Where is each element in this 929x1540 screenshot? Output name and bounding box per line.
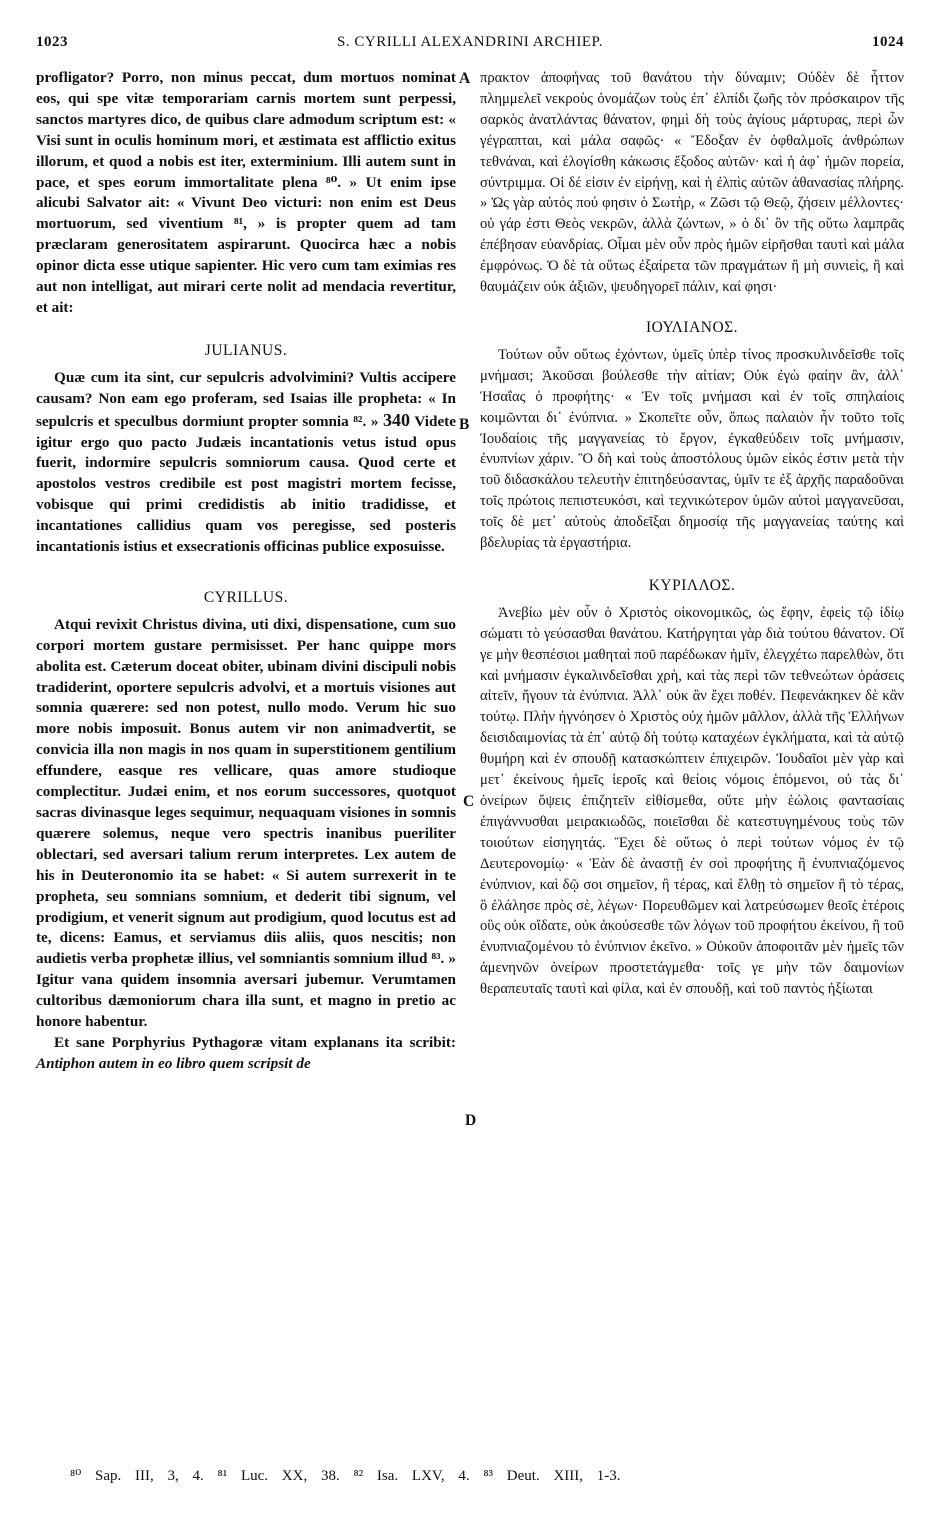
footnotes	[70, 1466, 850, 1485]
greek-intro: πρακτον ἀποφήνας τοῦ θανάτου τὴν δύναμιν; Οὐδὲν δὲ ἧττον πλημμελεῖ νεκροὺς ὀνομάζων τοὺς ἐπ᾽ ἐλπίδι ζωῆς τὸν πρόσκαιρον τῆς σαρκὸς ἀνατλάντας θάνατον, φημὶ δὴ τοὺς ἁγίους μάρτυρας, περὶ ὧν γέγραπται, καὶ μάλα σαφῶς· « Ἔδοξαν ἐν ὀφθαλμοῖς ἀνθρώπων τεθνάναι, καὶ ἐλογίσθη κάκωσις ἔξοδος αὐτῶν· καὶ ἡ ἀφ᾽ ἡμῶν πορεία, σύντριμμα. Οἱ δέ εἰσιν ἐν εἰρήνῃ, καὶ ἡ ἐλπὶς αὐτῶν ἀθανασίας πλήρης. » Ὡς γὰρ αὐτός πού φησιν ὁ Σωτὴρ, « Ζῶσι τῷ Θεῷ, ζήσειν μέλλοντες· οὐ γάρ ἐστι Θεὸς νεκρῶν, ἀλλὰ ζώντων, » ὁ δι᾽ ὃν τῆς οὕτω λαμπρᾶς ἐπέβησαν εὐανδρίας. Οἶμαι μὲν οὖν πρὸς ἡμῶν εἰρῆσθαι ταυτὶ καὶ μάλα ἐμφρόνως. Ὁ δὲ τὰ οὕτως ἐξαίρετα τῶν πραγμάτων ἢ μὴ συνιεὶς, ἢ καὶ θαυμάζειν οὐκ ἀξιῶν, ψευδηγορεῖ πάλιν, καί φησι·	[480, 70, 904, 296]
margin-marker-d: D	[465, 1112, 477, 1129]
latin-last-line: Et sane Porphyrius Pythagoræ vitam explanans ita scribit:	[54, 1033, 456, 1051]
section-title-julianus-greek: ΙΟΥΛΙΑΝΟΣ.	[645, 318, 739, 336]
latin-cyrillus-text: Atqui revixit Christus divina, uti dixi, dispensatione, cum suo corpori mortem gustare permisisset. Per hanc quippe mors abolita est. Cæterum doceat obiter, ubinam divini discipuli nobis tradiderint, oportere sepulcris advolvi, et a mortuis visiones aut somnia quærere: sed non potest, nullo modo. Verum hic suo more nobis imposuit. Bonus autem vir non animadvertit, se convicia illa non magis in nos quam in superstitionem gentilium effundere, easque res vellicare, quas amore studioque complectitur. Judæi enim, et nos eorum successores, quotquot sacras divinasque leges sequimur, nequaquam visiones in somnis quærere solemus, neque vero spectris inanibus pueriliter oblectari, sed aversari talium rerum interpretes. Lex autem de his in Deuteronomio ita se habet: « Si autem surrexerit in te propheta, seu somnians somnium, et dederit tibi signum, vel prodigium, et venerit signum aut prodigium, quod locutus est ad te, dicens: Eamus, et serviamus diis aliis, quos nescitis; non audietis verba prophetæ illius, vel somniantis somnium illud ⁸³. » Igitur vana quidem insomnia aversari jubemur. Verumtamen cultoribus dæmoniorum chara illa sunt, et magno in pretio ac honore habentur.	[36, 615, 456, 1031]
margin-marker-b: B	[459, 416, 470, 433]
section-title-julianus-latin: JULIANUS.	[204, 341, 288, 359]
section-title-cyrillus-latin: CYRILLUS.	[203, 588, 289, 606]
margin-marker-c: C	[463, 793, 475, 810]
page-number-marker: 340	[383, 409, 411, 430]
page-number-right: 1024	[872, 34, 904, 50]
footnote-80: ⁸⁰ Sap. III, 3, 4.	[70, 1468, 204, 1484]
latin-last-italic: Antiphon autem in eo libro quem scripsit de	[36, 1054, 311, 1072]
latin-cyrillus-last	[36, 1033, 456, 1075]
greek-column	[480, 68, 904, 1000]
latin-intro: profligator? Porro, non minus peccat, dum mortuos nominat eos, qui spe vitæ temporariam carnis mortem sunt perpessi, sanctos martyres dico, de quibus clare admodum scriptum est: « Visi sunt in oculis hominum mori, et æstimata est afflictio exitus illorum, et quod a nobis est iter, exterminium. Illi autem sunt in pace, et spes eorum immortalitate plena ⁸⁰. » Ut enim ipse alicubi Salvator ait: « Vivunt Deo victuri: non enim est Deus mortuorum, sed viventium ⁸¹, » is propter quem ad tam præclaram generositatem aspirarunt. Quocirca hæc a nobis opinor dicta esse utique sapienter. Hic vero cum tam eximias res aut non intelligat, aut mirari certe nolit ad mendacia revertitur, et ait:	[36, 69, 456, 316]
running-title: S. CYRILLI ALEXANDRINI ARCHIEP.	[337, 34, 603, 50]
section-title-cyrillus-greek: ΚΥΡΙΛΛΟΣ.	[648, 576, 736, 594]
footnote-81: ⁸¹ Luc. XX, 38.	[217, 1468, 340, 1484]
latin-julianus-text-a: Quæ cum ita sint, cur sepulcris advolvimini? Vultis accipere causam? Non eam ego proferam, sed Isaias ille propheta: « In sepulcris et speculbus dormiunt propter somnia ⁸². »	[36, 368, 456, 430]
page-number-left: 1023	[36, 34, 68, 50]
footnote-83: ⁸³ Deut. XIII, 1-3.	[483, 1468, 621, 1484]
greek-julianus-text: Τούτων οὖν οὕτως ἐχόντων, ὑμεῖς ὑπὲρ τίνος προσκυλινδεῖσθε τοῖς μνήμασι; Ἀκοῦσαι βούλεσθε τὴν αἰτίαν; Οὐκ ἐγὼ φαίην ἂν, ἀλλ᾽ Ἡσαΐας ὁ προφήτης· « Ἐν τοῖς μνήμασι καὶ ἐν τοῖς σπηλαίοις κοιμῶνται δι᾽ ἐνύπνια. » Σκοπεῖτε οὖν, ὅπως παλαιὸν ἦν τοῦτο τοῖς Ἰουδαίοις τῆς μαγγανείας τὸ ἔργον, ἐγκαθεύδειν τοῖς μνήμασιν, ἐνυπνίων χάριν. Ὃ δὴ καὶ τοὺς ἀποστόλους ὑμῶν εἰκός ἐστιν μετὰ τὴν τοῦ διδασκάλου τελευτὴν ἐπιτηδεύσαντας, ὑμῖν τε ἐξ ἀρχῆς παραδοῦναι τοῖς πρώτοις πεπιστευκόσι, καὶ τεχνικώτερον ὑμῶν αὐτοὶ μαγγανεῦσαι, τοῖς δὲ μετ᾽ αὐτοὺς ἀποδεῖξαι δημοσίᾳ τῆς μαγγανείας ταύτης καὶ βδελυρίας τὰ ἐργαστήρια.	[480, 346, 904, 552]
latin-column	[36, 68, 456, 1075]
latin-julianus-text	[36, 368, 456, 558]
footnote-82: ⁸² Isa. LXV, 4.	[353, 1468, 470, 1484]
margin-marker-a: A	[459, 70, 471, 87]
latin-julianus-text-b: Videte igitur ergo quo pacto Judæis incantationis vetus istud opus fuerit, indormire sepulcris somniorum causa. Quod certe et apostolos vestros credibile est post magistri mortem fecisse, vobisque qui primi credidistis ab initio tradidisse, et incantationes callidius quam vos peregisse, sed posteris incantationis istius et exsecrationis officinas publice exposuisse.	[36, 412, 456, 556]
greek-cyrillus-text: Ἀνεβίω μὲν οὖν ὁ Χριστὸς οἰκονομικῶς, ὡς ἔφην, ἐφεὶς τῷ ἰδίῳ σώματι τὸ γεύσασθαι θανάτου. Κατήργηται γὰρ διὰ τούτου θάνατον. Οἵ γε μὴν θεσπέσιοι μαθηταὶ ποῦ παρέδωκαν ἡμῖν, ἐλεγχέτω παρελθὼν, ὅτι καὶ μνήμασιν ἐγκαλινδεῖσθαι χρὴ, καὶ τὰς περὶ τῶν τεθνεώτων ὁράσεις αἰτεῖν, ἤγουν τὰ ἐνύπνια. Ἀλλ᾽ οὐκ ἂν ἔχει ποθέν. Πεφενάκηκεν δὲ κἂν τούτῳ. Πλὴν ἠγνόησεν ὁ Χριστὸς οὐχ ἡμῶν μᾶλλον, ἀλλὰ τῆς Ἑλλήνων δεισιδαιμονίας τὰ ἐπ᾽ αὐτῷ δὴ τούτῳ καταχέων ἐγκλήματα, καὶ τὰ αὐτῷ θυμήρη καὶ ἐν σπουδῇ κατασκώπτειν ἐπιχειρῶν. Ἰουδαῖοι μὲν γὰρ καὶ μετ᾽ ἐκείνους ἡμεῖς ἱεροῖς καὶ θείοις νόμοις ἑπόμενοι, οὐ τὰς δι᾽ ὀνείρων ὄψεις ἐπιζητεῖν εἰθίσμεθα, οὔτε μὴν ἑώλοις φαντασίαις ἐπιγάννυσθαι μειρακιωδῶς, ποιεῖσθαι δὲ κατεστυγημένους τοὺς τῶν τοιούτων εἰσηγητάς. Ἔχει δὲ οὕτως ὁ περὶ τούτων νόμος ἐν τῷ Δευτερονομίῳ· « Ἐὰν δὲ ἀναστῇ ἐν σοὶ προφήτης ἢ ἐνυπνιαζόμενος ἐνύπνιον, καὶ δῷ σοι σημεῖον, ἢ τέρας, καὶ ἔλθῃ τὸ σημεῖον ἢ τὸ τέρας, ὃ ἐλάλησε πρὸς σὲ, λέγων· Πορευθῶμεν καὶ λατρεύσωμεν θεοῖς ἑτέροις οὓς οὐκ οἴδατε, οὐκ ἀκούσεσθε τῶν λόγων τοῦ προφήτου ἐκείνου, ἢ τοῦ ἐνυπνιαζομένου τὸ ἐνύπνιον ἐκεῖνο. » Οὐκοῦν ἀποφοιτᾶν μὲν ἡμεῖς τῶν ἀμενηνῶν ὀνείρων προστετάγμεθα· τοῖς γε μὴν τῶν δαιμονίων θεραπευταῖς ταυτὶ καὶ φίλα, καὶ ἐν σπουδῇ, καὶ τοῦ παντὸς ἠξίωται	[480, 604, 904, 998]
running-header	[36, 34, 904, 58]
